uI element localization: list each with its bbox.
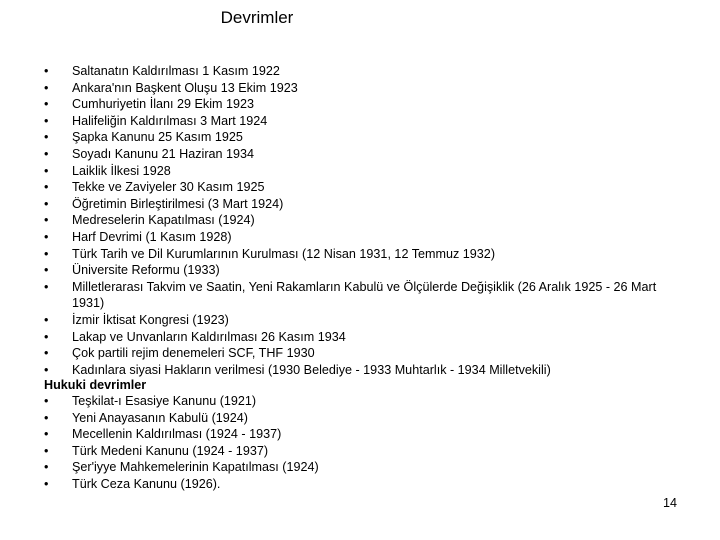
list-item: [44, 329, 684, 346]
bullet-icon: •: [44, 279, 49, 294]
list-item: [44, 393, 684, 410]
list-item-text: Medreselerin Kapatılması (1924): [72, 213, 255, 228]
list-item: [44, 279, 684, 312]
list-item-text: Türk Medeni Kanunu (1924 - 1937): [72, 443, 269, 458]
bullet-icon: •: [44, 146, 49, 161]
list-item: [44, 312, 684, 329]
list-item: [44, 246, 684, 263]
list-item: [44, 80, 684, 97]
list-item-text: Çok partili rejim denemeleri SCF, THF 1930: [72, 346, 315, 361]
list-item: [44, 410, 684, 427]
list-item-text: Mecellenin Kaldırılması (1924 - 1937): [72, 427, 282, 442]
list-item: [44, 212, 684, 229]
list-item: [44, 63, 684, 80]
bullet-icon: •: [44, 443, 49, 458]
page-title: Devrimler: [220, 8, 294, 27]
list-item-text: Teşkilat-ı Esasiye Kanunu (1921): [72, 394, 257, 408]
bullet-icon: •: [44, 229, 49, 244]
list-item-text: Tekke ve Zaviyeler 30 Kasım 1925: [72, 180, 265, 195]
list-item-text: Milletlerarası Takvim ve Saatin, Yeni Rakamların Kabulü ve Ölçülerde Değişiklik (26 Aralık 1925 - 26 Mart 1931): [72, 279, 657, 311]
list-item-text: Halifeliğin Kaldırılması 3 Mart 1924: [72, 113, 268, 128]
list-item-text: Şapka Kanunu 25 Kasım 1925: [72, 130, 243, 145]
list-item-text: Üniversite Reformu (1933): [72, 263, 220, 278]
list-item: [44, 146, 684, 163]
list-item-text: Laiklik İlkesi 1928: [72, 163, 171, 178]
list-item: [44, 426, 684, 443]
list-item: [44, 179, 684, 196]
bullet-icon: •: [44, 113, 49, 128]
list-item: [44, 229, 684, 246]
bullet-icon: •: [44, 196, 49, 211]
legal-reforms-list: [44, 393, 684, 493]
list-item-text: Kadınlara siyasi Hakların verilmesi (1930 Belediye - 1933 Muhtarlık - 1934 Milletvekili): [72, 362, 551, 377]
bullet-icon: •: [44, 80, 49, 95]
list-item-text: Öğretimin Birleştirilmesi (3 Mart 1924): [72, 196, 284, 211]
bullet-icon: •: [44, 130, 49, 145]
list-item: [44, 196, 684, 213]
bullet-icon: •: [44, 362, 49, 377]
list-item-text: Saltanatın Kaldırılması 1 Kasım 1922: [72, 64, 280, 78]
bullet-icon: •: [44, 312, 49, 327]
bullet-icon: •: [44, 476, 49, 491]
bullet-icon: •: [44, 97, 49, 112]
list-item-text: Soyadı Kanunu 21 Haziran 1934: [72, 146, 255, 161]
bullet-icon: •: [44, 346, 49, 361]
list-item: [44, 362, 684, 379]
list-item-text: Ankara'nın Başkent Oluşu 13 Ekim 1923: [72, 80, 298, 95]
list-item-text: Şer'iyye Mahkemelerinin Kapatılması (1924): [72, 460, 319, 475]
list-item: [44, 163, 684, 180]
list-item-text: Türk Ceza Kanunu (1926).: [72, 476, 221, 491]
list-item-text: Harf Devrimi (1 Kasım 1928): [72, 229, 232, 244]
bullet-icon: •: [44, 246, 49, 261]
bullet-icon: •: [44, 427, 49, 442]
list-item: [44, 476, 684, 493]
list-item-text: Lakap ve Unvanların Kaldırılması 26 Kasım 1934: [72, 329, 346, 344]
list-item: [44, 443, 684, 460]
legal-reforms-heading: Hukuki devrimler: [44, 378, 147, 392]
list-item-text: İzmir İktisat Kongresi (1923): [72, 312, 229, 327]
bullet-icon: •: [44, 410, 49, 425]
bullet-icon: •: [44, 329, 49, 344]
reforms-list: [44, 63, 684, 378]
page-number: 14: [662, 496, 677, 510]
list-item: [44, 459, 684, 476]
list-item: [44, 345, 684, 362]
list-item: [44, 262, 684, 279]
list-item: [44, 113, 684, 130]
list-item-text: Cumhuriyetin İlanı 29 Ekim 1923: [72, 97, 255, 112]
bullet-icon: •: [44, 213, 49, 228]
list-item: [44, 129, 684, 146]
bullet-icon: •: [44, 64, 49, 78]
bullet-icon: •: [44, 394, 49, 408]
bullet-icon: •: [44, 163, 49, 178]
list-item-text: Türk Tarih ve Dil Kurumlarının Kurulması (12 Nisan 1931, 12 Temmuz 1932): [72, 246, 496, 261]
bullet-icon: •: [44, 460, 49, 475]
list-item: [44, 96, 684, 113]
bullet-icon: •: [44, 263, 49, 278]
list-item-text: Yeni Anayasanın Kabulü (1924): [72, 410, 248, 425]
bullet-icon: •: [44, 180, 49, 195]
